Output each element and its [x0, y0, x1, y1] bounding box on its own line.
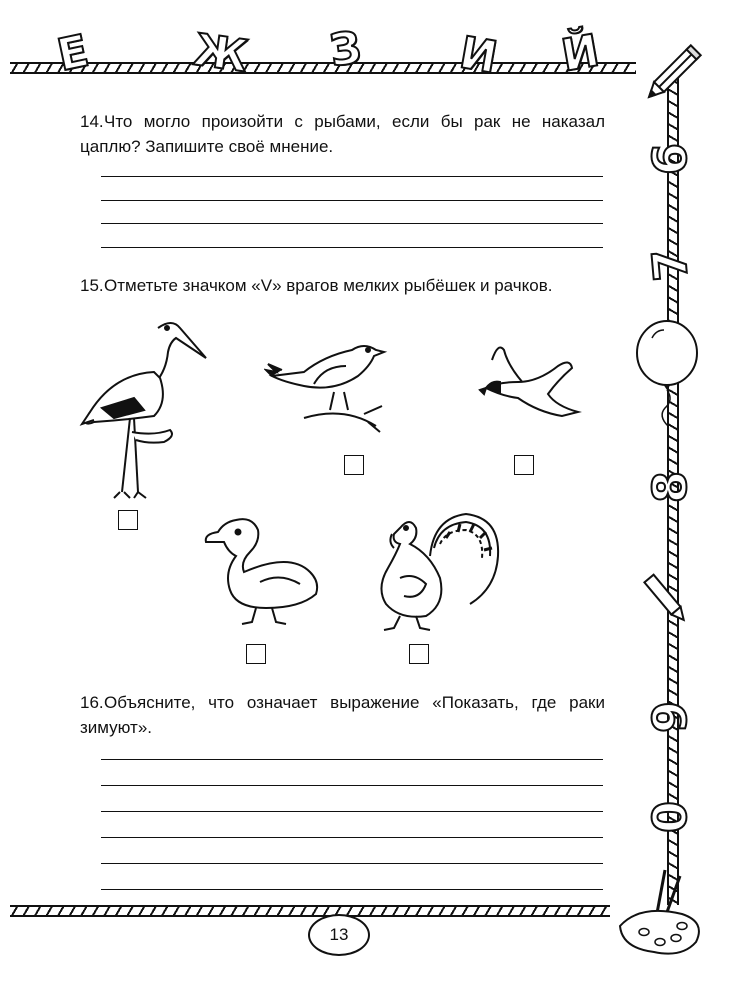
task-16-question	[80, 690, 605, 740]
answer-line[interactable]	[101, 200, 603, 201]
answer-line[interactable]	[101, 785, 603, 786]
task-15-question	[80, 273, 605, 298]
answer-line[interactable]	[101, 837, 603, 838]
turkey-icon	[370, 508, 502, 634]
gull-icon	[478, 336, 588, 426]
header-letter: Ж	[190, 24, 252, 83]
answer-line[interactable]	[101, 759, 603, 760]
task-text: Объясните, что означает выражение «Показать, где раки зимуют».	[80, 693, 605, 737]
answer-line[interactable]	[101, 863, 603, 864]
checkbox-stork[interactable]	[118, 510, 138, 530]
answer-line[interactable]	[101, 176, 603, 177]
header-letter: Е	[53, 25, 94, 82]
bottom-frame-border	[10, 905, 610, 917]
checkbox-duck[interactable]	[246, 644, 266, 664]
top-frame-border	[10, 62, 636, 74]
task-15	[80, 273, 605, 298]
cuckoo-icon	[264, 336, 389, 436]
header-letter: З	[326, 22, 365, 77]
task-16	[80, 690, 605, 740]
sidebar-digit: 0	[643, 800, 698, 834]
checkbox-turkey[interactable]	[409, 644, 429, 664]
task-text: Отметьте значком «V» врагов мелких рыбёшек и рачков.	[104, 276, 553, 295]
task-text: Что могло произойти с рыбами, если бы рак не наказал цаплю? Запишите своё мнение.	[80, 112, 605, 156]
header-letter: Й	[557, 25, 603, 82]
task-14-question	[80, 109, 605, 159]
answer-line[interactable]	[101, 889, 603, 890]
balloon-icon	[632, 320, 702, 430]
pencil-icon	[636, 40, 706, 110]
answer-line[interactable]	[101, 811, 603, 812]
side-pencil-icon	[642, 570, 692, 630]
answer-line[interactable]	[101, 247, 603, 248]
task-number: 16.	[80, 693, 104, 712]
sidebar-digit: 6	[643, 142, 698, 176]
task-number: 14.	[80, 112, 104, 131]
page-number: 13	[308, 914, 370, 956]
stork-icon	[74, 312, 214, 502]
task-14	[80, 109, 605, 159]
checkbox-gull[interactable]	[514, 455, 534, 475]
sidebar-digit: 9	[643, 700, 698, 734]
duck-icon	[200, 512, 325, 630]
paint-palette-icon	[610, 862, 710, 962]
sidebar-digit: 8	[643, 470, 698, 504]
sidebar-digit: 7	[641, 246, 699, 284]
answer-line[interactable]	[101, 223, 603, 224]
header-letter: И	[455, 27, 501, 84]
task-number: 15.	[80, 276, 104, 295]
checkbox-cuckoo[interactable]	[344, 455, 364, 475]
